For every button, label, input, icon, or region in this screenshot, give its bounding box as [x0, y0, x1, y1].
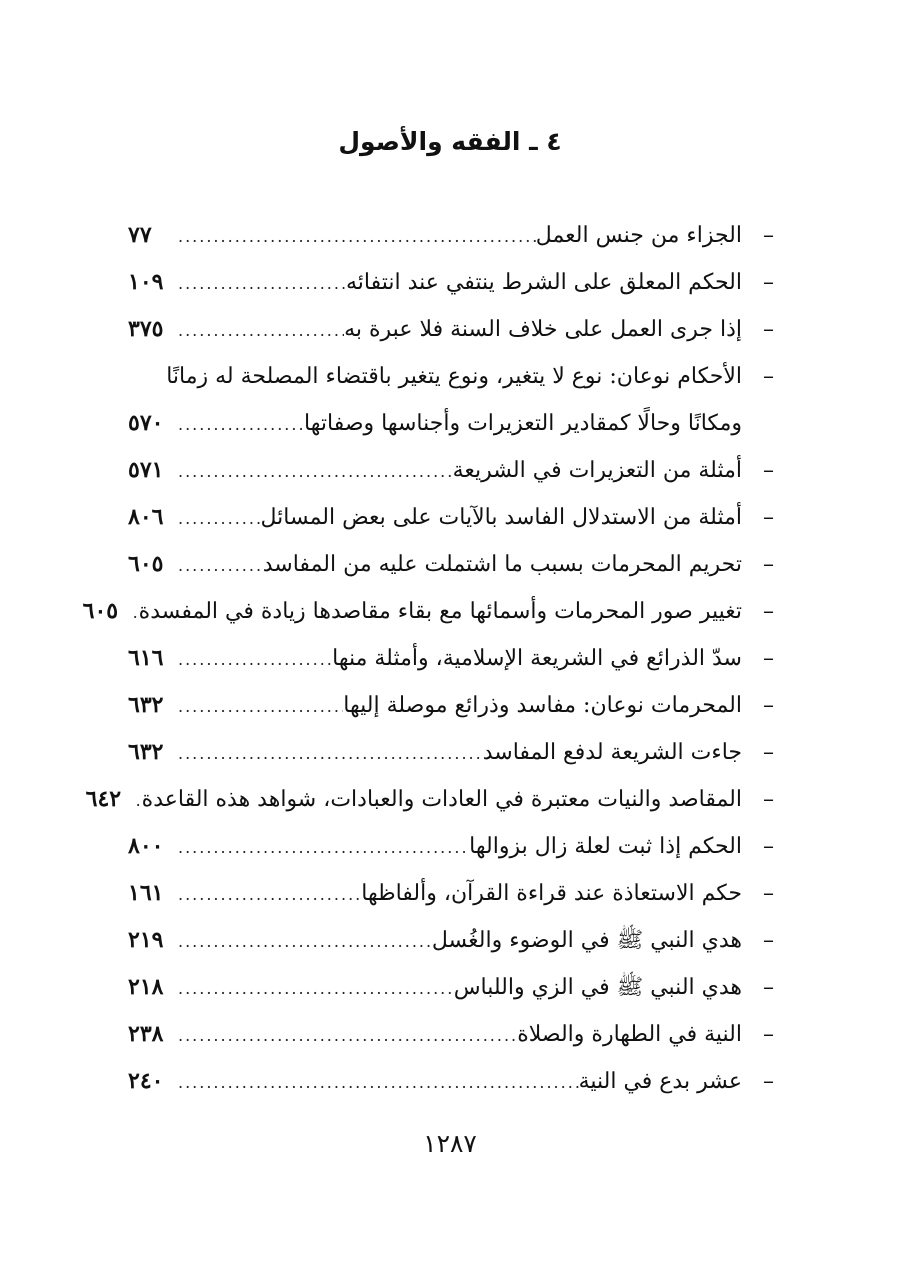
dot-leader: [172, 448, 453, 495]
entry-text: الحكم المعلق على الشرط ينتفي عند انتفائه: [345, 270, 742, 295]
dot-leader: [172, 260, 346, 307]
dot-leader: [172, 307, 344, 354]
entry-line: [128, 635, 742, 682]
entry-line: [128, 870, 742, 917]
entry-page-number: ١٠٩: [128, 269, 164, 295]
entry-text: المقاصد والنيات معتبرة في العادات والعبادات، شواهد هذه القاعدة: [141, 787, 742, 812]
entry-text: أمثلة من التعزيرات في الشريعة: [452, 458, 742, 483]
entry-line: [128, 447, 742, 494]
entry-page-number: ٦١٦: [128, 645, 164, 671]
page-number: ١٢٨٧: [423, 1129, 477, 1158]
entry-dash: –: [763, 270, 774, 295]
entry-dash: –: [763, 505, 774, 530]
index-entry: [128, 729, 780, 776]
index-entry: [85, 776, 780, 823]
dot-leader: [172, 918, 432, 965]
entry-line: [128, 541, 742, 588]
entry-page-number: ٨٠٠: [128, 833, 164, 859]
index-entry: [128, 259, 780, 306]
entry-line: [128, 400, 742, 447]
dot-leader: [172, 683, 343, 730]
dot-leader: [172, 965, 454, 1012]
index-entry: [128, 964, 780, 1011]
dot-leader: [172, 1012, 517, 1059]
entry-page-number: ٦٠٥: [82, 598, 119, 624]
dot-leader: [172, 824, 469, 871]
entry-dash: –: [763, 928, 774, 953]
entry-text: الأحكام نوعان: نوع لا يتغير، ونوع يتغير باقتضاء المصلحة له زمانًا: [166, 364, 742, 389]
entry-dash: –: [763, 881, 774, 906]
entry-text: حكم الاستعاذة عند قراءة القرآن، وألفاظها: [361, 881, 742, 906]
index-entry: [128, 447, 780, 494]
entry-dash: –: [763, 693, 774, 718]
entry-line: [128, 823, 742, 870]
dot-leader: [172, 636, 332, 683]
entry-dash: –: [763, 740, 774, 765]
entry-page-number: ٥٧١: [128, 457, 164, 483]
index-entry: [128, 306, 780, 353]
entry-text: أمثلة من الاستدلال الفاسد بالآيات على بعض المسائل: [260, 505, 742, 530]
entry-line: [128, 682, 742, 729]
entry-page-number: ٧٧: [128, 222, 152, 248]
entry-text: النية في الطهارة والصلاة: [517, 1022, 742, 1047]
entry-dash: –: [763, 1069, 774, 1094]
entry-dash: –: [763, 1022, 774, 1047]
entry-dash: –: [763, 646, 774, 671]
entry-line: [128, 353, 742, 400]
entry-page-number: ٦٣٢: [128, 692, 164, 718]
entry-text: هدي النبي ﷺ في الزي واللباس: [453, 975, 742, 1000]
entry-line: [128, 306, 742, 353]
entry-line: [128, 259, 742, 306]
entry-dash: –: [763, 364, 774, 389]
index-entry: [128, 212, 780, 259]
dot-leader: [127, 589, 139, 636]
entry-line: [128, 917, 742, 964]
entry-text: إذا جرى العمل على خلاف السنة فلا عبرة به: [344, 317, 742, 342]
dot-leader: [172, 871, 361, 918]
index-entry: [128, 353, 780, 447]
dot-leader: [172, 1059, 579, 1106]
entry-line: [128, 1011, 742, 1058]
entry-text: جاءت الشريعة لدفع المفاسد: [482, 740, 742, 765]
entry-text: الحكم إذا ثبت لعلة زال بزوالها: [469, 834, 742, 859]
entry-page-number: ٢١٩: [128, 927, 164, 953]
entry-line: [82, 588, 742, 635]
entry-line: [128, 212, 742, 259]
entry-page-number: ١٦١: [128, 880, 164, 906]
entry-page-number: ٦٣٢: [128, 739, 164, 765]
index-entry: [128, 823, 780, 870]
entry-dash: –: [763, 223, 774, 248]
index-entry: [128, 635, 780, 682]
dot-leader: [172, 542, 263, 589]
entry-page-number: ٢١٨: [128, 974, 164, 1000]
entry-dash: –: [763, 552, 774, 577]
index-entry: [128, 870, 780, 917]
index-entry: [128, 1011, 780, 1058]
dot-leader: [130, 777, 142, 824]
dot-leader: [172, 495, 260, 542]
entry-text: ومكانًا وحالًا كمقادير التعزيرات وأجناسها وصفاتها: [304, 411, 742, 436]
index-entry: [82, 588, 780, 635]
entry-line: [128, 729, 742, 776]
entry-line: [128, 494, 742, 541]
entry-text: عشر بدع في النية: [578, 1069, 742, 1094]
entry-text: تغيير صور المحرمات وأسمائها مع بقاء مقاصدها زيادة في المفسدة: [138, 599, 742, 624]
entry-text: المحرمات نوعان: مفاسد وذرائع موصلة إليها: [343, 693, 742, 718]
entry-page-number: ٦٠٥: [128, 551, 164, 577]
entry-text: هدي النبي ﷺ في الوضوء والغُسل: [431, 928, 742, 953]
dot-leader: [172, 730, 483, 777]
entry-line: [85, 776, 742, 823]
dot-leader: [172, 401, 304, 448]
dot-leader: [172, 213, 536, 260]
entry-line: [128, 964, 742, 1011]
section-title: ٤ ـ الفقه والأصول: [338, 127, 562, 156]
index-entry: [128, 682, 780, 729]
entry-text: سدّ الذرائع في الشريعة الإسلامية، وأمثلة منها: [332, 646, 742, 671]
entry-dash: –: [763, 599, 774, 624]
entry-dash: –: [763, 834, 774, 859]
entry-page-number: ٦٤٢: [85, 786, 122, 812]
entry-text: الجزاء من جنس العمل: [535, 223, 742, 248]
entry-page-number: ٢٤٠: [128, 1068, 164, 1094]
entry-dash: –: [763, 458, 774, 483]
entry-dash: –: [763, 317, 774, 342]
entry-dash: –: [763, 787, 774, 812]
index-entry: [128, 1058, 780, 1105]
entry-page-number: ٨٠٦: [128, 504, 164, 530]
index-list: [82, 212, 780, 1105]
entry-text: تحريم المحرمات بسبب ما اشتملت عليه من المفاسد: [262, 552, 742, 577]
index-entry: [128, 541, 780, 588]
entry-page-number: ٢٣٨: [128, 1021, 164, 1047]
entry-page-number: ٥٧٠: [128, 410, 164, 436]
index-entry: [128, 917, 780, 964]
entry-page-number: ٣٧٥: [128, 316, 164, 342]
index-entry: [128, 494, 780, 541]
entry-dash: –: [763, 975, 774, 1000]
entry-line: [128, 1058, 742, 1105]
